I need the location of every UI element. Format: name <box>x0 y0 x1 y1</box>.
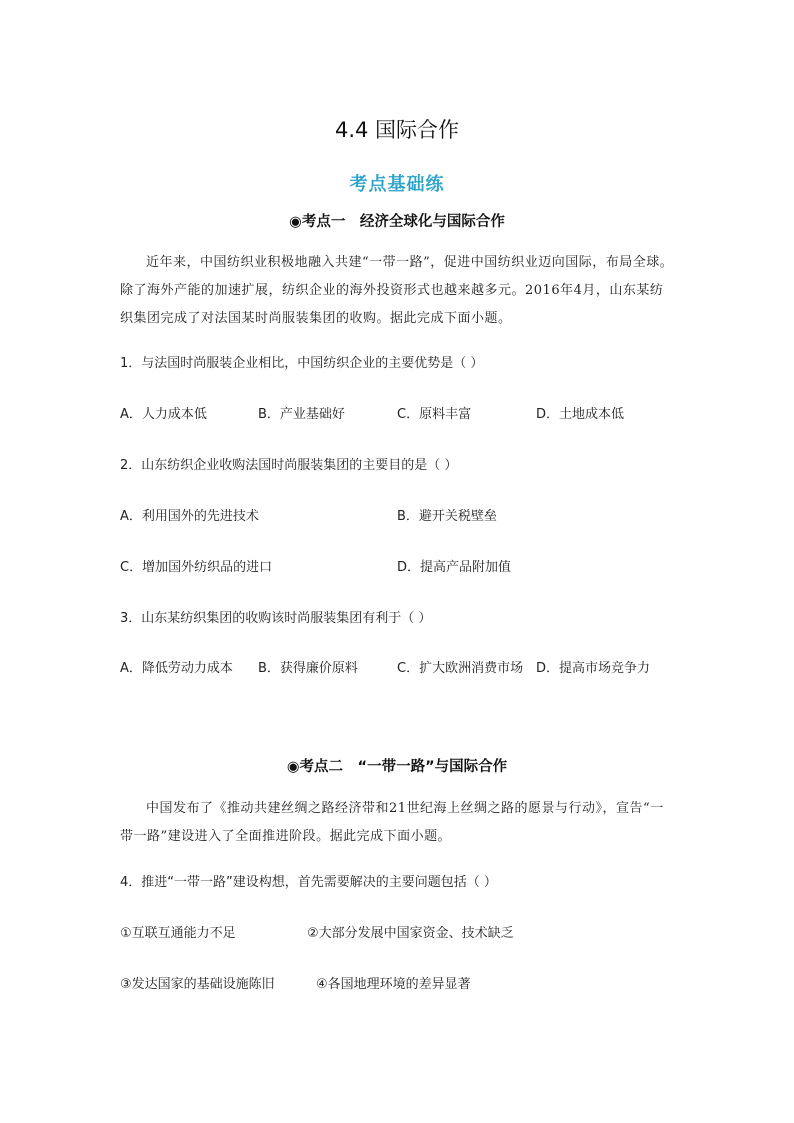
question-3-option-b: B．获得廉价原料 <box>258 661 358 676</box>
question-2-option-a: A．利用国外的先进技术 <box>120 509 259 524</box>
question-3-option-d: D．提高市场竞争力 <box>536 661 651 676</box>
page-title: 4.4 国际合作 <box>334 118 460 142</box>
question-2-stem: 2．山东纺织企业收购法国时尚服装集团的主要目的是（ ） <box>120 458 458 473</box>
question-1-option-d: D．土地成本低 <box>536 407 625 422</box>
section-subtitle: 考点基础练 <box>349 174 445 195</box>
question-1-option-b: B．产业基础好 <box>258 407 345 422</box>
question-4-option-2: ②大部分发展中国家资金、技术缺乏 <box>307 926 514 941</box>
question-3-option-c: C．扩大欧洲消费市场 <box>397 661 524 676</box>
question-2-option-d: D．提高产品附加值 <box>397 560 512 575</box>
question-4-option-4: ④各国地理环境的差异显著 <box>316 977 471 992</box>
section-heading-2: ◉考点二 “一带一路”与国际合作 <box>286 759 508 775</box>
question-1-option-c: C．原料丰富 <box>397 407 472 422</box>
question-3-option-a: A．降低劳动力成本 <box>120 661 233 676</box>
reading-passage-1: 近年来，中国纺织业积极地融入共建“一带一路”，促进中国纺织业迈向国际，布局全球。除了海外产能的加速扩展，纺织企业的海外投资形式也越来越多元。2016年4月，山东某纺织集团完成了对法国某时尚服装集团的收购。据此完成下面小题。 <box>120 255 674 326</box>
question-4-stem: 4．推进“一带一路”建设构想，首先需要解决的主要问题包括（ ） <box>120 875 497 890</box>
reading-passage-2: 中国发布了《推动共建丝绸之路经济带和21世纪海上丝绸之路的愿景与行动》，宣告“一带一路”建设进入了全面推进阶段。据此完成下面小题。 <box>120 801 664 844</box>
question-2-option-c: C．增加国外纺织品的进口 <box>120 560 273 575</box>
question-1-stem: 1．与法国时尚服装企业相比，中国纺织企业的主要优势是（ ） <box>120 356 484 371</box>
section-heading-1: ◉考点一 经济全球化与国际合作 <box>289 214 505 230</box>
question-4-option-3: ③发达国家的基础设施陈旧 <box>120 977 275 992</box>
question-3-stem: 3．山东某纺织集团的收购该时尚服装集团有利于（ ） <box>120 611 432 626</box>
question-1-option-a: A．人力成本低 <box>120 407 207 422</box>
question-4-option-1: ①互联互通能力不足 <box>120 926 236 941</box>
question-2-option-b: B．避开关税壁垒 <box>397 509 497 524</box>
